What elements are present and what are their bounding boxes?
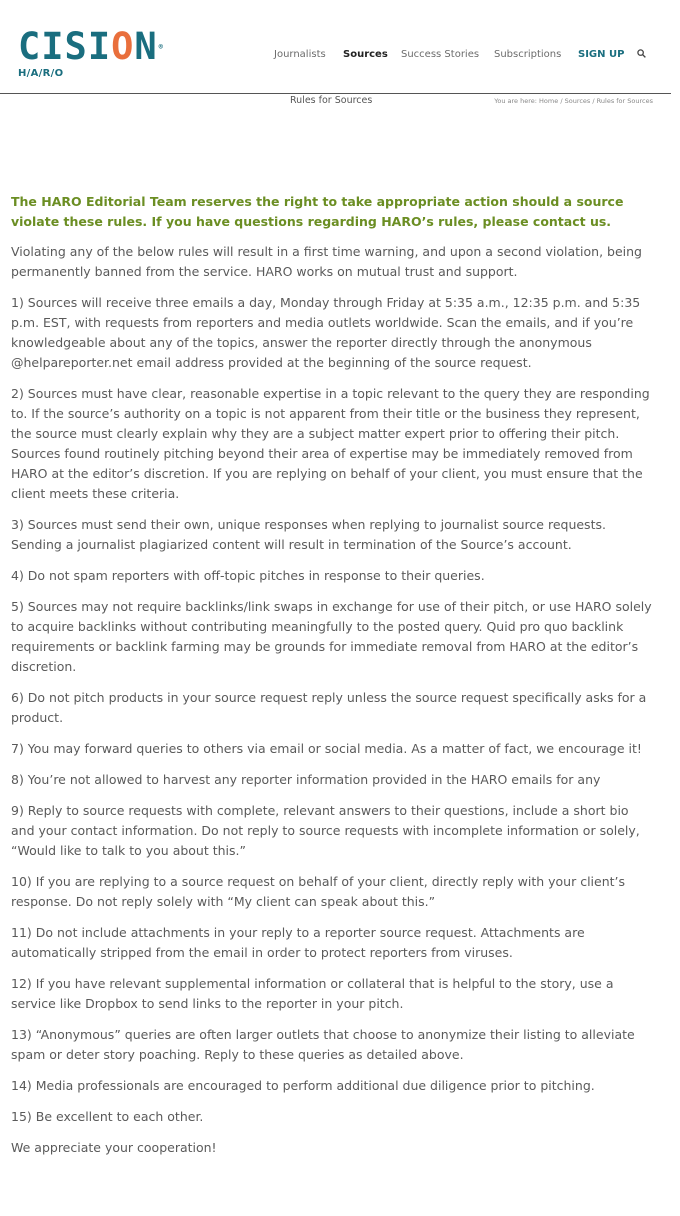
rule-14: 14) Media professionals are encouraged to perform additional due diligence prior to pitching. xyxy=(11,1078,595,1093)
title-bar xyxy=(0,94,680,112)
rule-2: 2) Sources must have clear, reasonable expertise in a topic relevant to the query they are responding to. If the source’s authority on a topic is not apparent from their title or the business they represent, the source must clearly explain why they are a subject matter expert prior to offering their pitch. Sources found routinely pitching beyond their area of expertise may be immediately removed from HARO at the editor’s discretion. If you are replying on behalf of your client, you must ensure that the client meets these criteria. xyxy=(11,386,650,501)
page-title: Rules for Sources xyxy=(290,95,373,106)
rules-intro: Violating any of the below rules will result in a first time warning, and upon a second violation, being permanently banned from the service. HARO works on mutual trust and support. xyxy=(11,244,642,279)
logo-text-o: O xyxy=(111,25,135,68)
main-nav xyxy=(274,49,680,63)
rules-content xyxy=(11,192,656,1169)
nav-success-stories[interactable]: Success Stories xyxy=(401,49,480,60)
rule-1: 1) Sources will receive three emails a day, Monday through Friday at 5:35 a.m., 12:35 p.m. and 5:35 p.m. EST, with requests from reporters and media outlets worldwide. Scan the emails, and if you’re knowledgeable about any of the topics, answer the reporter directly through the anonymous @helpareporter.net email address provided at the beginning of the source request. xyxy=(11,295,641,370)
rule-9: 9) Reply to source requests with complete, relevant answers to their questions, include a short bio and your contact information. Do not reply to source requests with incomplete information or solely, “Would like to talk to you about this.” xyxy=(11,803,640,858)
rule-10: 10) If you are replying to a source request on behalf of your client, directly reply with your client’s response. Do not reply solely with “My client can speak about this.” xyxy=(11,874,626,909)
editorial-lead: The HARO Editorial Team reserves the right to take appropriate action should a source violate these rules. If you have questions regarding HARO’s rules, please contact us. xyxy=(11,194,624,229)
rule-13: 13) “Anonymous” queries are often larger outlets that choose to anonymize their listing to alleviate spam or deter story poaching. Reply to these queries as detailed above. xyxy=(11,1027,635,1062)
nav-subscriptions[interactable]: Subscriptions xyxy=(494,49,562,60)
trademark-symbol: ® xyxy=(158,43,164,51)
rule-8: 8) You’re not allowed to harvest any reporter information provided in the HARO emails for any xyxy=(11,772,601,787)
rule-7: 7) You may forward queries to others via email or social media. As a matter of fact, we encourage it! xyxy=(11,741,642,756)
breadcrumb-separator: / xyxy=(560,97,563,105)
logo-wordmark xyxy=(18,25,164,68)
breadcrumb-current: Rules for Sources xyxy=(596,97,653,105)
rule-11: 11) Do not include attachments in your reply to a reporter source request. Attachments are automatically stripped from the email in order to protect reporters from viruses. xyxy=(11,925,585,960)
rule-6: 6) Do not pitch products in your source request reply unless the source request specifically asks for a product. xyxy=(11,690,647,725)
search-icon[interactable] xyxy=(637,48,646,61)
breadcrumb-prefix: You are here: xyxy=(494,97,537,105)
logo-product-name: H/A/R/O xyxy=(18,68,64,79)
nav-journalists[interactable]: Journalists xyxy=(274,49,326,60)
site-header xyxy=(0,0,680,94)
closing-note: We appreciate your cooperation! xyxy=(11,1140,217,1155)
nav-sources[interactable]: Sources xyxy=(343,49,388,60)
rule-12: 12) If you have relevant supplemental information or collateral that is helpful to the story, use a service like Dropbox to send links to the reporter in your pitch. xyxy=(11,976,614,1011)
breadcrumb xyxy=(494,97,653,105)
search-icon-glyph xyxy=(637,49,646,58)
cision-haro-logo[interactable] xyxy=(18,25,164,79)
rule-3: 3) Sources must send their own, unique responses when replying to journalist source requests. Sending a journalist plagiarized content will result in termination of the Source’s account. xyxy=(11,517,606,552)
breadcrumb-separator: / xyxy=(592,97,595,105)
rule-4: 4) Do not spam reporters with off-topic pitches in response to their queries. xyxy=(11,568,485,583)
rule-5: 5) Sources may not require backlinks/link swaps in exchange for use of their pitch, or use HARO solely to acquire backlinks without contributing meaningfully to the posted query. Quid pro quo backlink requirements or backlink farming may be grounds for immediate removal from HARO at the editor’s discretion. xyxy=(11,599,652,674)
breadcrumb-home-link[interactable]: Home xyxy=(539,97,559,105)
rule-15: 15) Be excellent to each other. xyxy=(11,1109,204,1124)
logo-text-prefix: CISI xyxy=(18,25,112,68)
nav-sign-up[interactable]: SIGN UP xyxy=(578,49,625,60)
logo-text-suffix: N xyxy=(134,25,158,68)
breadcrumb-sources-link[interactable]: Sources xyxy=(564,97,591,105)
